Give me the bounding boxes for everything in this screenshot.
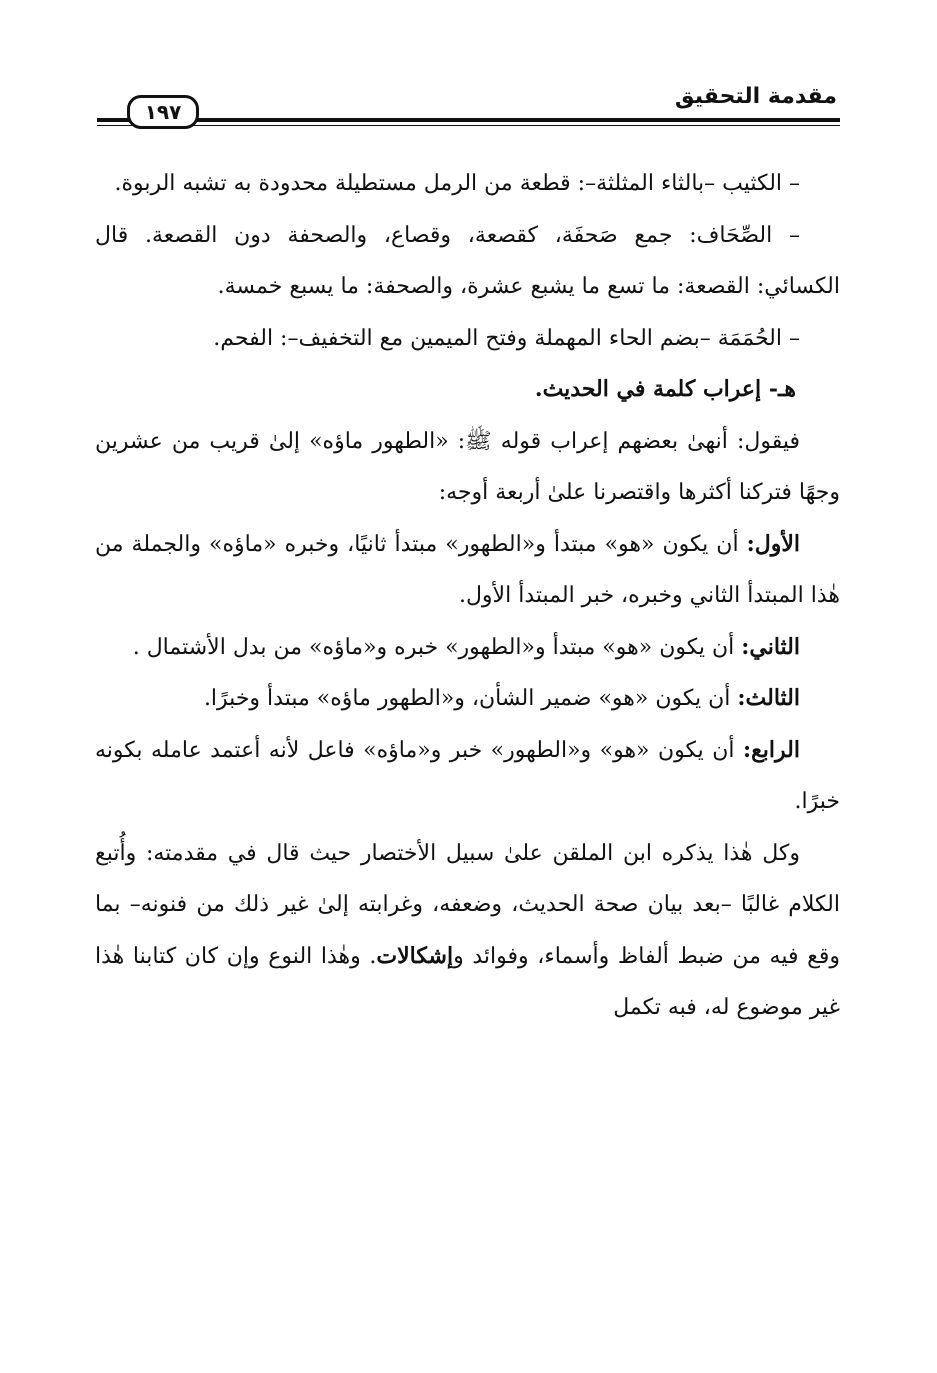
paragraph-kathib: – الكثيب –بالثاء المثلثة–: قطعة من الرمل مستطيلة محدودة به تشبه الربوة. [114,171,800,196]
second-aspect-label: الثاني: [741,633,800,660]
paragraph-second-aspect [95,622,840,674]
conclusion-text-b: . وهٰذا النوع وإن كان كتابنا هٰذا غير موضوع له، فبه تكمل [95,943,840,1020]
paragraph-sihaf: – الصِّحَاف: جمع صَحفَة، كقصعة، وقصاع، والصحفة دون القصعة. قال الكسائي: القصعة: ما تسع ما يشبع عشرة، والصحفة: ما يسبع خمسة. [95,222,840,299]
paragraph-third-aspect [95,673,840,725]
fourth-aspect-label: الرابع: [742,736,800,763]
paragraph-fourth-aspect [95,725,840,828]
second-aspect-text: أن يكون «هو» مبتدأ و«الطهور» خبره و«ماؤه» من بدل الأشتمال . [132,634,742,660]
fourth-aspect-text: أن يكون «هو» و«الطهور» خبر و«ماؤه» فاعل لأنه أعتمد عامله بكونه خبرًا. [95,737,840,814]
third-aspect-text: أن يكون «هو» ضمير الشأن، و«الطهور ماؤه» مبتدأ وخبرًا. [203,686,738,711]
section-heading: هـ- إعراب كلمة في الحديث. [534,376,796,402]
first-aspect-text: أن يكون «هو» مبتدأ و«الطهور» مبتدأ ثانيًا، وخبره «ماؤه» والجملة من هٰذا المبتدأ الثاني وخبره، خبر المبتدأ الأول. [95,531,840,608]
conclusion-bold-word: إشكالات [376,942,454,969]
running-title: مقدمة التحقيق [674,84,837,109]
first-aspect-label: الأول: [746,530,800,557]
header-rule-thin [97,125,840,126]
paragraph-humama: – الحُمَمَة –بضم الحاء المهملة وفتح الميمين مع التخفيف–: الفحم. [213,325,800,351]
paragraph-intro: فيقول: أنهىٰ بعضهم إعراب قوله ﷺ: «الطهور ماؤه» إلىٰ قريب من عشرين وجهًا فتركنا أكثرها واقتصرنا علىٰ أربعة أوجه: [95,428,840,505]
page-number: ١٩٧ [127,95,199,129]
third-aspect-label: الثالث: [737,685,800,711]
header-rule-thick [97,118,840,122]
conclusion-text-a: وكل هٰذا يذكره ابن الملقن علىٰ سبيل الأختصار حيث قال في مقدمته: وأُتبع الكلام غالبًا –بعد بيان صحة الحديث، وضعفه، وغرابته إلىٰ غير ذلك من فنونه– بما وقع فيه من ضبط ألفاظ وأسماء، وفوائد و [95,840,840,969]
paragraph-conclusion [95,828,840,1034]
main-text [95,158,840,1034]
paragraph-first-aspect [95,519,840,622]
